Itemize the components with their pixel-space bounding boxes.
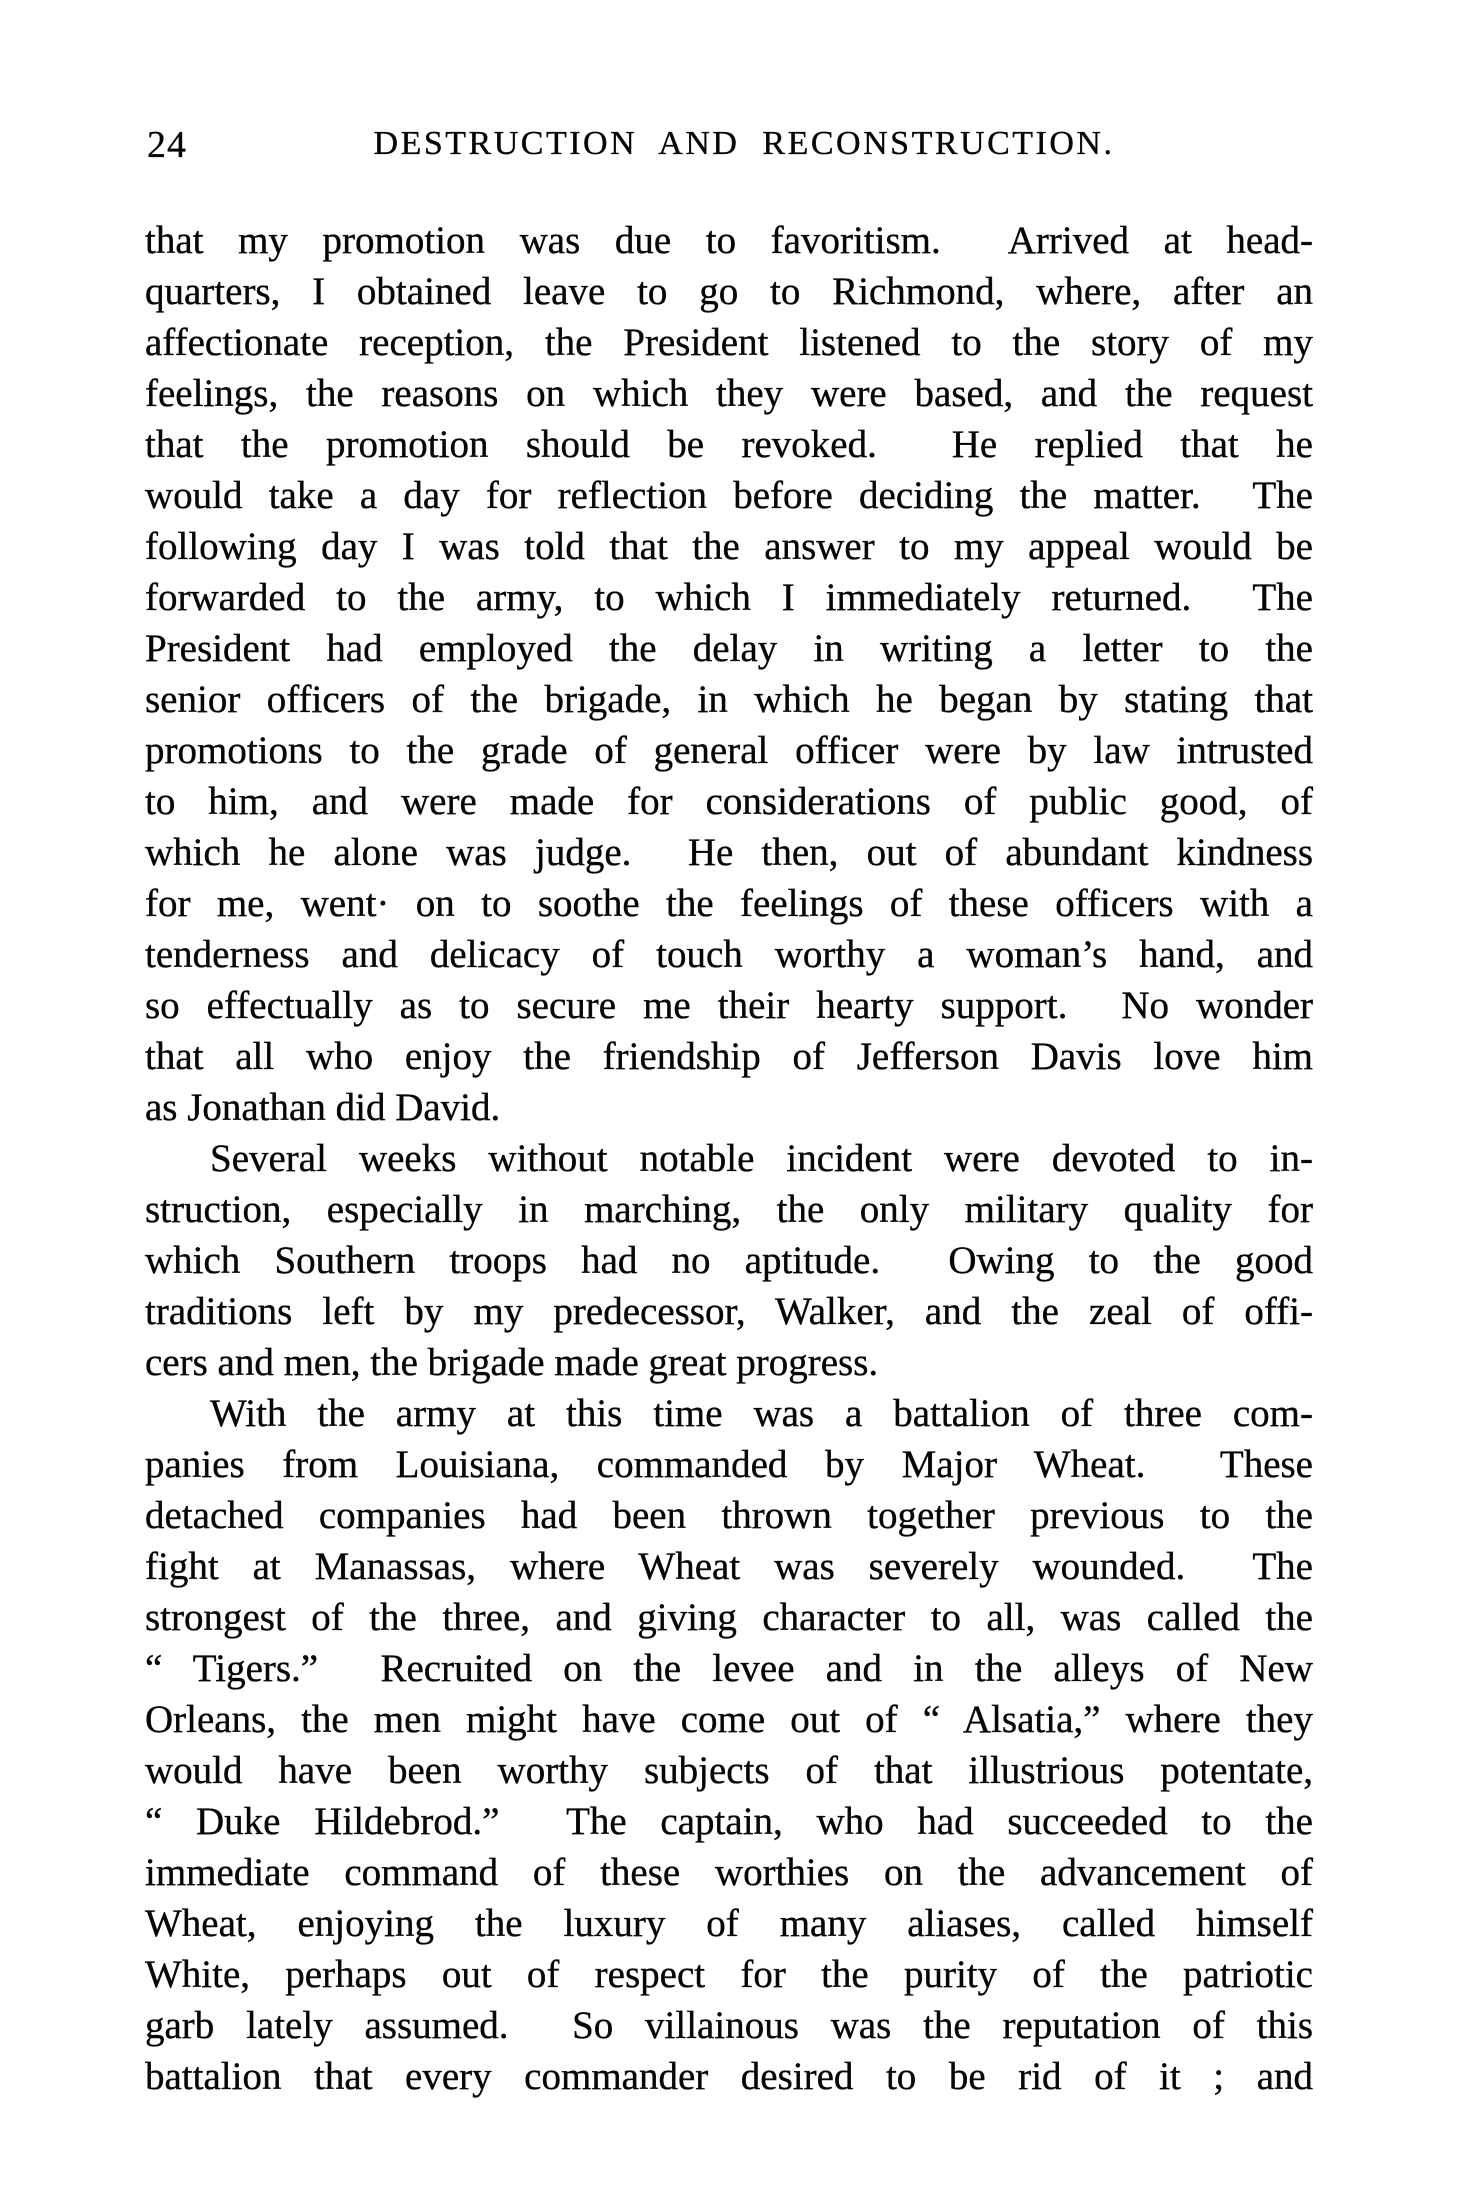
text-line: that my promotion was due to favoritism. Arrived at head- (145, 219, 1313, 262)
text-line: that all who enjoy the friendship of Jefferson Davis love him (145, 1035, 1313, 1078)
text-line: would take a day for reflection before deciding the matter. The (145, 474, 1313, 517)
text-line: senior officers of the brigade, in which he began by stating that (145, 678, 1313, 721)
text-line: battalion that every commander desired to be rid of it ; and (145, 2055, 1313, 2098)
text-line: Orleans, the men might have come out of “ Alsatia,” where they (145, 1698, 1313, 1741)
text-line: that the promotion should be revoked. He replied that he (145, 423, 1313, 466)
text-line: for me, went· on to soothe the feelings of these officers with a (145, 882, 1313, 925)
text-line: fight at Manassas, where Wheat was severely wounded. The (145, 1545, 1313, 1588)
text-line: garb lately assumed. So villainous was the reputation of this (145, 2004, 1313, 2047)
text-line: Several weeks without notable incident were devoted to in- (210, 1137, 1313, 1180)
text-line: traditions left by my predecessor, Walker, and the zeal of offi- (145, 1290, 1313, 1333)
text-line: which he alone was judge. He then, out of abundant kindness (145, 831, 1313, 874)
text-line: White, perhaps out of respect for the purity of the patriotic (145, 1953, 1313, 1996)
body-text (145, 215, 1313, 2102)
text-line: to him, and were made for considerations of public good, of (145, 780, 1313, 823)
text-line: affectionate reception, the President listened to the story of my (145, 321, 1313, 364)
running-title: DESTRUCTION AND RECONSTRUCTION. (373, 125, 1115, 162)
text-line: would have been worthy subjects of that illustrious potentate, (145, 1749, 1313, 1792)
text-line: “ Tigers.” Recruited on the levee and in the alleys of New (145, 1647, 1313, 1690)
text-line: struction, especially in marching, the only military quality for (145, 1188, 1313, 1231)
text-line: as Jonathan did David. (145, 1086, 501, 1129)
running-header (145, 124, 1313, 166)
page-number: 24 (147, 124, 187, 166)
text-line: promotions to the grade of general officer were by law intrusted (145, 729, 1313, 772)
text-line: feelings, the reasons on which they were based, and the request (145, 372, 1313, 415)
text-line: “ Duke Hildebrod.” The captain, who had succeeded to the (145, 1800, 1313, 1843)
text-line: following day I was told that the answer to my appeal would be (145, 525, 1313, 568)
text-line: President had employed the delay in writing a letter to the (145, 627, 1313, 670)
text-line: detached companies had been thrown together previous to the (145, 1494, 1313, 1537)
text-line: which Southern troops had no aptitude. Owing to the good (145, 1239, 1313, 1282)
text-line: panies from Louisiana, commanded by Major Wheat. These (145, 1443, 1313, 1486)
text-line: immediate command of these worthies on the advancement of (145, 1851, 1313, 1894)
text-line: so effectually as to secure me their hearty support. No wonder (145, 984, 1313, 1027)
text-line: Wheat, enjoying the luxury of many aliases, called himself (145, 1902, 1313, 1945)
text-line: tenderness and delicacy of touch worthy a woman’s hand, and (145, 933, 1313, 976)
text-line: With the army at this time was a battalion of three com- (210, 1392, 1313, 1435)
text-line: cers and men, the brigade made great progress. (145, 1341, 879, 1384)
text-line: forwarded to the army, to which I immediately returned. The (145, 576, 1313, 619)
text-line: quarters, I obtained leave to go to Richmond, where, after an (145, 270, 1313, 313)
text-line: strongest of the three, and giving character to all, was called the (145, 1596, 1313, 1639)
